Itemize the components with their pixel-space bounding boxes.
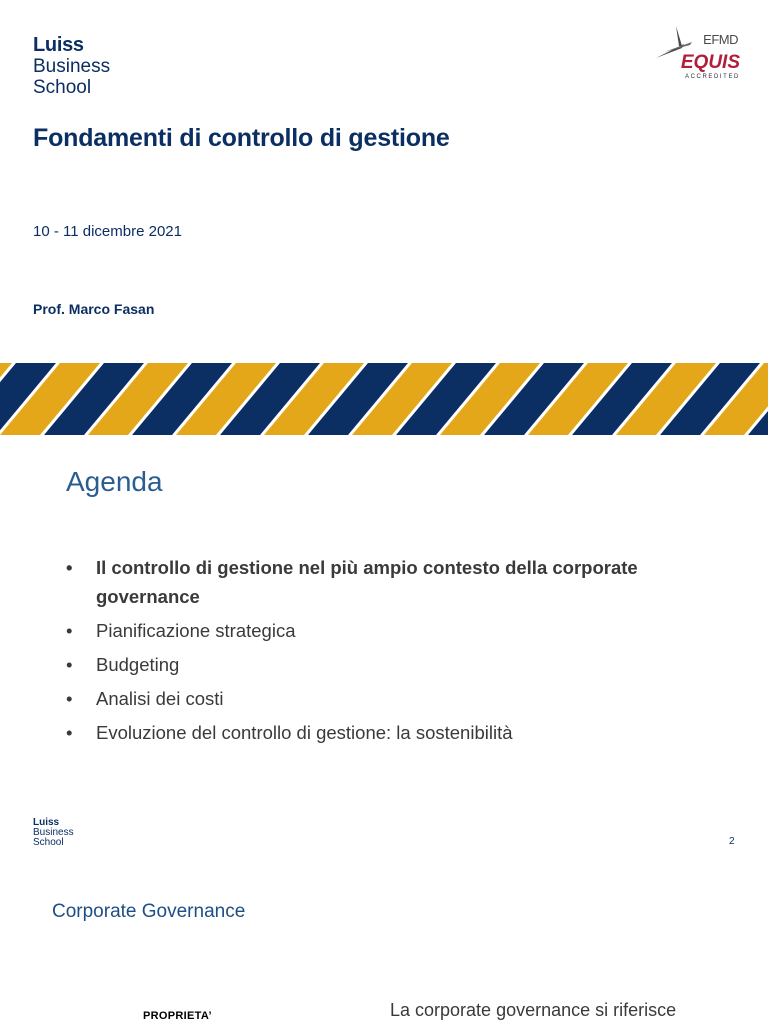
diagonal-stripes-banner bbox=[0, 363, 768, 435]
bullet-icon: • bbox=[66, 557, 73, 578]
luiss-logo bbox=[33, 35, 110, 98]
agenda-item bbox=[66, 650, 706, 679]
agenda-list bbox=[66, 553, 706, 752]
agenda-item-text: Budgeting bbox=[96, 654, 180, 675]
agenda-item bbox=[66, 616, 706, 645]
course-date: 10 - 11 dicembre 2021 bbox=[33, 223, 182, 240]
footer-logo-line-3: School bbox=[33, 837, 64, 848]
footer-logo-line-1: Luiss bbox=[33, 817, 60, 828]
agenda-item-text: Analisi dei costi bbox=[96, 688, 224, 709]
page-number: 2 bbox=[729, 836, 735, 847]
agenda-item bbox=[66, 718, 706, 747]
equis-accreditation-logo bbox=[654, 22, 746, 86]
accredited-text: ACCREDITED bbox=[684, 74, 740, 80]
bullet-icon: • bbox=[66, 688, 73, 709]
corporate-governance-heading: Corporate Governance bbox=[52, 901, 246, 922]
agenda-item bbox=[66, 684, 706, 713]
agenda-item-text: Il controllo di gestione nel più ampio contesto della corporate governance bbox=[96, 557, 638, 607]
agenda-heading: Agenda bbox=[66, 466, 163, 497]
bullet-icon: • bbox=[66, 654, 73, 675]
bullet-icon: • bbox=[66, 722, 73, 743]
equis-text: EQUIS bbox=[680, 52, 740, 73]
bullet-icon: • bbox=[66, 620, 73, 641]
logo-line-2: Business bbox=[33, 56, 111, 77]
logo-line-3: School bbox=[33, 77, 92, 98]
efmd-text: EFMD bbox=[703, 32, 738, 47]
course-title: Fondamenti di controllo di gestione bbox=[33, 124, 450, 152]
agenda-item bbox=[66, 553, 706, 611]
proprieta-label: PROPRIETA’ bbox=[143, 1010, 212, 1022]
footer-logo-line-2: Business bbox=[33, 827, 74, 838]
corporate-governance-text: La corporate governance si riferisce bbox=[390, 1000, 677, 1020]
professor-name: Prof. Marco Fasan bbox=[33, 301, 155, 317]
agenda-item-text: Evoluzione del controllo di gestione: la sostenibilità bbox=[96, 722, 513, 743]
agenda-item-text: Pianificazione strategica bbox=[96, 620, 296, 641]
logo-line-1: Luiss bbox=[33, 34, 84, 56]
footer-luiss-logo bbox=[33, 818, 74, 848]
